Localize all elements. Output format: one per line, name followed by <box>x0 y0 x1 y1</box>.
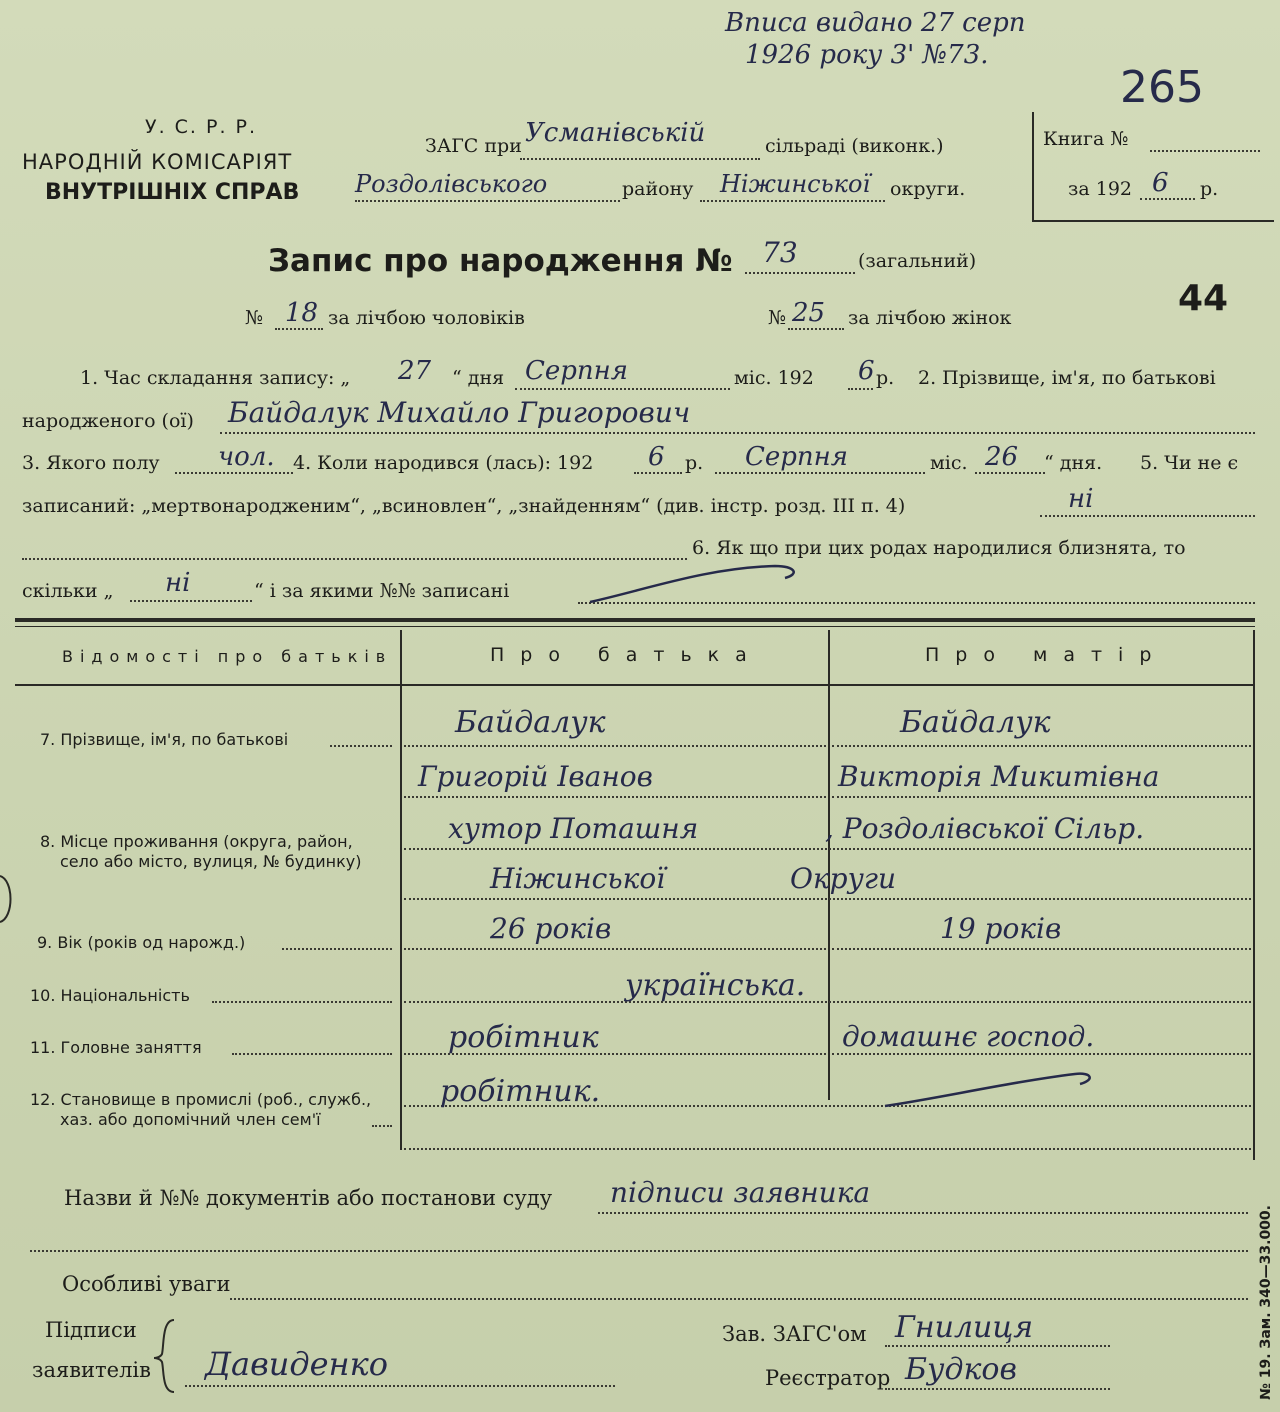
registrar-signature: Будков <box>905 1352 1017 1387</box>
book-year-digit: 6 <box>1152 168 1169 198</box>
f4-mis: міс. <box>930 452 968 474</box>
f2-value: Байдалук Михайло Григорович <box>228 396 691 429</box>
book-year-line <box>1140 198 1195 200</box>
notes-label: Особливі уваги <box>62 1272 231 1296</box>
applicant-signature: Давиденко <box>205 1345 388 1383</box>
zags-head-signature: Гнилиця <box>895 1310 1034 1345</box>
applicant-signature-line <box>185 1385 615 1387</box>
f5-label2: записаний: „мертвонародженим“, „всиновлен“, „знайденням“ (див. інстр. розд. III п. 4) <box>22 495 906 517</box>
registrar-label: Реєстратор <box>765 1366 891 1390</box>
father-age: 26 років <box>490 912 612 945</box>
notes-line <box>230 1298 1248 1300</box>
f6-label2a: скільки „ <box>22 580 114 602</box>
f1-year: 6 <box>858 356 875 386</box>
top-note-line2: 1926 року 3' №73. <box>745 40 989 70</box>
archive-number: 265 <box>1120 62 1204 113</box>
row7b-father-line <box>404 796 826 798</box>
row9-father-line <box>404 948 826 950</box>
f4-day-line <box>975 472 1045 474</box>
okrug-label: округи. <box>890 178 966 200</box>
f1-month: Серпня <box>525 356 629 386</box>
table-header-rule <box>15 684 1255 686</box>
f4-year: 6 <box>648 442 665 472</box>
table-col-father: Про батька <box>490 644 763 666</box>
row-label-11: 11. Головне заняття <box>30 1038 202 1057</box>
mother-status-dash <box>880 1062 1100 1112</box>
book-label: Книга № <box>1043 128 1129 150</box>
mother-occupation: домашнє господ. <box>842 1020 1095 1053</box>
row9-mother-line <box>832 948 1251 950</box>
f4-month: Серпня <box>745 442 849 472</box>
book-box-border <box>1032 112 1034 220</box>
row7-father-line <box>404 745 826 747</box>
women-prefix: № <box>768 307 786 329</box>
page-count: 44 <box>1178 278 1229 319</box>
f3-label: 3. Якого полу <box>22 452 160 474</box>
district-label: району <box>622 178 694 200</box>
mother-surname: Байдалук <box>900 705 1051 740</box>
f1-r: р. <box>876 367 895 389</box>
row8b-line <box>404 898 1251 900</box>
docs-label: Назви й №№ документів або постанови суду <box>64 1186 553 1210</box>
punch-hole <box>0 870 20 930</box>
father-occupation: робітник <box>448 1020 599 1055</box>
f1-month-line <box>515 388 730 390</box>
header-commissariat: НАРОДНІЙ КОМІСАРІЯТ <box>22 150 293 174</box>
f6-value-line <box>130 600 252 602</box>
book-year-suffix: р. <box>1200 178 1219 200</box>
table-top-rule <box>15 618 1255 622</box>
mother-names: Викторія Микитівна <box>838 760 1160 793</box>
f4-day: 26 <box>985 442 1019 472</box>
f2-value-line <box>220 432 1255 434</box>
leader-10 <box>212 1001 392 1003</box>
okrug-value: Ніжинської <box>720 170 871 198</box>
okrug-line <box>700 200 885 202</box>
f6-label2b: “ і за якими №№ записані <box>254 580 510 602</box>
leader-12 <box>372 1125 392 1127</box>
father-residence-1: хутор Поташня <box>448 812 699 845</box>
women-number: 25 <box>792 298 826 328</box>
row8-line <box>404 848 1251 850</box>
table-vline-1 <box>400 630 402 1150</box>
f1-day: 27 <box>398 356 432 386</box>
leader-7 <box>330 745 392 747</box>
mother-residence-1: , Роздолівської Сільр. <box>825 812 1145 845</box>
mother-age: 19 років <box>940 912 1062 945</box>
f3-value-line <box>175 472 293 474</box>
f5-value: ні <box>1068 484 1094 514</box>
sign-label-1: Підписи <box>45 1318 137 1342</box>
table-col-parents: Відомості про батьків <box>62 647 393 666</box>
district-value: Роздолівського <box>355 170 548 198</box>
f4-label: 4. Коли народився (лась): 192 <box>293 452 594 474</box>
table-vline-3 <box>1253 630 1255 1160</box>
table-top-rule-thin <box>15 626 1255 627</box>
row12b-line <box>404 1148 1251 1150</box>
f1-day-close: “ дня <box>452 367 505 389</box>
print-mark: № 19. Зам. 340—33.000. <box>1258 1205 1274 1400</box>
zags-head-label: Зав. ЗАГС'ом <box>722 1322 867 1346</box>
f5-value-line <box>1040 515 1255 517</box>
women-label: за лічбою жінок <box>848 307 1012 329</box>
row-label-8a: 8. Місце проживання (округа, район, <box>40 832 353 851</box>
top-note-line1: Вписа видано 27 серп <box>725 8 1026 38</box>
leader-11 <box>232 1053 392 1055</box>
father-names: Григорій Іванов <box>418 760 653 793</box>
table-col-mother: Про матір <box>925 644 1168 666</box>
zags-council-value: Усманівській <box>525 118 706 148</box>
header-ussr: У. С. Р. Р. <box>145 116 258 138</box>
record-number-line <box>745 272 855 274</box>
sign-brace <box>150 1316 180 1396</box>
district-line <box>355 200 620 202</box>
f5-label: 5. Чи не є <box>1140 452 1239 474</box>
record-title: Запис про народження № <box>268 243 733 279</box>
row7-mother-line <box>832 745 1251 747</box>
docs-continuation-line <box>30 1250 1248 1252</box>
men-number: 18 <box>285 298 319 328</box>
men-prefix: № <box>245 307 263 329</box>
f4-r: р. <box>685 452 704 474</box>
f6-label: 6. Як що при цих родах народилися близнята, то <box>692 537 1186 559</box>
f2-label: 2. Прізвище, ім'я, по батькові <box>918 367 1216 389</box>
zags-head-line <box>885 1345 1110 1347</box>
header-internal-affairs: ВНУТРІШНІХ СПРАВ <box>45 180 300 205</box>
row-label-10: 10. Національність <box>30 986 190 1005</box>
registrar-line <box>885 1388 1110 1390</box>
nationality: українська. <box>625 968 806 1003</box>
men-label: за лічбою чоловіків <box>328 307 525 329</box>
row11-mother-line <box>832 1053 1251 1055</box>
f3-value: чол. <box>218 442 275 472</box>
row-label-12a: 12. Становище в промислі (роб., служб., <box>30 1090 372 1109</box>
f1-year-line <box>848 388 873 390</box>
row10-line <box>404 1001 1251 1003</box>
men-number-line <box>275 328 323 330</box>
zags-prefix: ЗАГС при <box>425 135 522 157</box>
row7b-mother-line <box>832 796 1251 798</box>
row-label-12b: хаз. або допомічний член сем'ї <box>60 1110 321 1129</box>
book-year-prefix: за 192 <box>1068 178 1132 200</box>
father-residence-2: Ніжинської <box>490 862 666 895</box>
zags-suffix: сільраді (виконк.) <box>765 135 944 157</box>
f4-year-line <box>634 472 682 474</box>
f4-day-close: “ дня. <box>1044 452 1103 474</box>
row-label-7: 7. Прізвище, ім'я, по батькові <box>40 730 289 749</box>
leader-9 <box>282 948 392 950</box>
f4-month-line <box>715 472 925 474</box>
docs-value: підписи заявника <box>610 1176 871 1209</box>
f1-label: 1. Час складання запису: „ <box>80 367 351 389</box>
zags-council-line <box>520 158 760 160</box>
f2-label2: народженого (ої) <box>22 410 194 432</box>
f6-dash-stroke <box>585 560 815 610</box>
sign-label-2: заявителів <box>32 1358 151 1382</box>
father-surname: Байдалук <box>455 705 606 740</box>
book-number-line <box>1150 150 1260 152</box>
docs-value-line <box>598 1212 1248 1214</box>
row-label-9: 9. Вік (років од нарожд.) <box>37 933 246 952</box>
mother-residence-2: Округи <box>790 862 897 895</box>
record-number: 73 <box>762 236 798 269</box>
record-general: (загальний) <box>858 250 977 272</box>
father-status: робітник. <box>440 1074 601 1109</box>
f1-mis: міс. 192 <box>734 367 814 389</box>
f6-value: ні <box>165 568 191 598</box>
women-number-line <box>788 328 844 330</box>
row-label-8b: село або місто, вулиця, № будинку) <box>60 852 362 871</box>
